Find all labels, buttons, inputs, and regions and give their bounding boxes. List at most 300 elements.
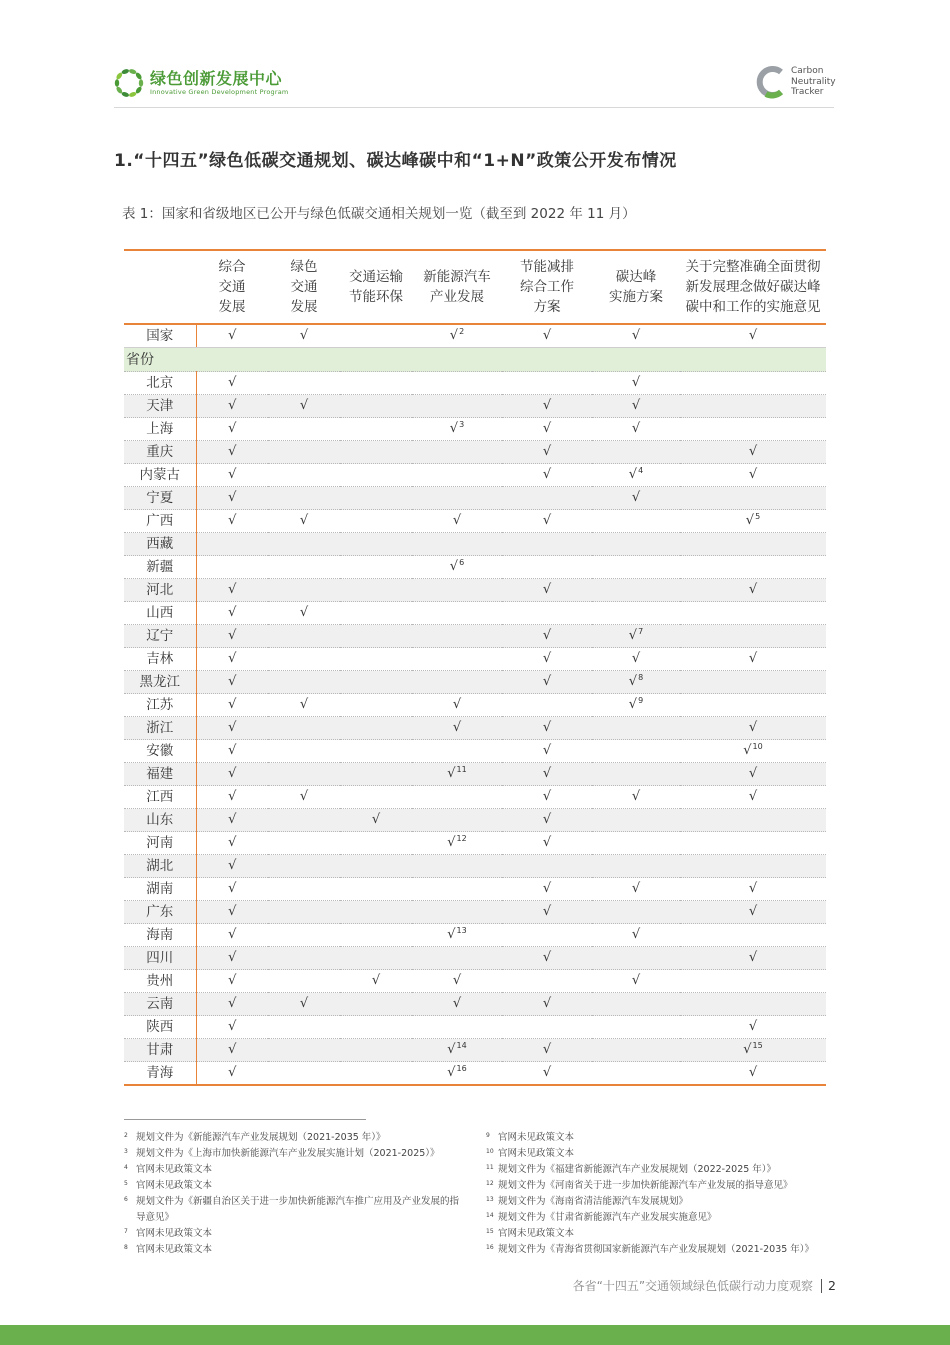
table-caption: 表 1：国家和省级地区已公开与绿色低碳交通相关规划一览（截至到 2022 年 11 月） — [122, 206, 636, 222]
check-cell — [268, 1039, 340, 1062]
check-cell: √$^{13}$ — [412, 924, 502, 947]
footnote-item — [486, 1226, 846, 1242]
region-name: 天津 — [124, 395, 196, 418]
check-cell — [340, 786, 412, 809]
check-cell — [340, 556, 412, 579]
check-cell — [412, 947, 502, 970]
check-cell: √ — [680, 464, 826, 487]
check-cell — [412, 901, 502, 924]
check-cell: √ — [592, 372, 680, 395]
table-row — [124, 510, 826, 533]
region-name: 黑龙江 — [124, 671, 196, 694]
footnote-text: 规划文件为《新疆自治区关于进一步加快新能源汽车推广应用及产业发展的指导意见》 — [136, 1196, 460, 1223]
check-cell — [592, 763, 680, 786]
table-row — [124, 1039, 826, 1062]
table-row — [124, 878, 826, 901]
check-cell — [340, 924, 412, 947]
footnote-ref: 16 — [456, 1064, 467, 1073]
check-cell — [268, 372, 340, 395]
footnote-item — [486, 1162, 846, 1178]
footer-title: 各省“十四五”交通领域绿色低碳行动力度观察 — [572, 1279, 814, 1293]
footnote-ref: 11 — [456, 765, 467, 774]
check-cell: √ — [592, 395, 680, 418]
check-cell: √ — [502, 809, 592, 832]
check-cell: √ — [680, 1062, 826, 1086]
check-cell — [502, 602, 592, 625]
check-cell — [502, 694, 592, 717]
page-number: 2 — [828, 1278, 836, 1293]
check-cell: √ — [412, 510, 502, 533]
check-cell: √ — [502, 786, 592, 809]
footnote-ref: 12 — [456, 834, 467, 843]
check-cell: √ — [412, 694, 502, 717]
check-cell: √ — [502, 464, 592, 487]
check-cell — [340, 855, 412, 878]
check-cell: √$^{14}$ — [412, 1039, 502, 1062]
check-cell — [268, 441, 340, 464]
check-cell — [340, 418, 412, 441]
check-cell — [592, 993, 680, 1016]
check-cell — [592, 556, 680, 579]
check-cell: √ — [340, 809, 412, 832]
footnote-number: 9 — [486, 1132, 490, 1139]
footnote-text: 规划文件为《上海市加快新能源汽车产业发展实施计划（2021-2025）》 — [136, 1148, 440, 1159]
check-cell: √$^3$ — [412, 418, 502, 441]
check-cell: √ — [502, 1039, 592, 1062]
footnote-ref: 2 — [459, 327, 465, 336]
check-cell: √ — [502, 671, 592, 694]
check-cell: √ — [592, 324, 680, 348]
check-cell: √ — [412, 717, 502, 740]
check-cell — [502, 924, 592, 947]
check-cell — [340, 372, 412, 395]
check-cell: √ — [196, 648, 268, 671]
footnote-item — [486, 1130, 846, 1146]
igdp-logo — [112, 66, 288, 100]
check-cell — [680, 671, 826, 694]
check-cell: √ — [196, 671, 268, 694]
region-name: 新疆 — [124, 556, 196, 579]
check-cell — [268, 1062, 340, 1086]
footnote-text: 官网未见政策文本 — [136, 1228, 213, 1239]
region-name: 江苏 — [124, 694, 196, 717]
check-cell — [680, 694, 826, 717]
table-row — [124, 441, 826, 464]
check-cell: √ — [502, 418, 592, 441]
check-cell — [340, 602, 412, 625]
check-cell: √ — [196, 809, 268, 832]
check-cell — [412, 464, 502, 487]
carbon-c-icon — [756, 65, 788, 99]
table-row — [124, 625, 826, 648]
table-row — [124, 602, 826, 625]
check-cell — [340, 901, 412, 924]
group-label: 省份 — [124, 348, 826, 372]
check-cell — [268, 533, 340, 556]
check-cell: √ — [592, 418, 680, 441]
check-cell: √ — [268, 786, 340, 809]
check-cell — [592, 510, 680, 533]
check-cell — [502, 487, 592, 510]
check-cell: √ — [196, 717, 268, 740]
table-row — [124, 786, 826, 809]
check-cell — [502, 1016, 592, 1039]
table-row — [124, 809, 826, 832]
footnote-number: 13 — [486, 1196, 494, 1203]
check-cell: √ — [196, 395, 268, 418]
check-cell: √ — [680, 763, 826, 786]
region-name: 江西 — [124, 786, 196, 809]
table-row — [124, 970, 826, 993]
check-cell: √ — [502, 395, 592, 418]
region-name: 安徽 — [124, 740, 196, 763]
check-cell — [268, 625, 340, 648]
check-cell — [340, 648, 412, 671]
check-cell: √ — [502, 1062, 592, 1086]
footnotes-right — [486, 1130, 846, 1258]
check-cell — [412, 809, 502, 832]
footnote-number: 15 — [486, 1228, 494, 1235]
check-cell: √$^8$ — [592, 671, 680, 694]
check-cell: √ — [196, 372, 268, 395]
check-cell — [592, 901, 680, 924]
check-cell — [340, 947, 412, 970]
check-cell — [268, 832, 340, 855]
column-header: 交通运输 节能环保 — [349, 269, 403, 305]
footnote-number: 16 — [486, 1244, 494, 1251]
table-body — [124, 324, 826, 1085]
footnote-text: 规划文件为《青海省贯彻国家新能源汽车产业发展规划（2021-2035 年）》 — [498, 1244, 815, 1255]
check-cell — [268, 418, 340, 441]
check-cell — [268, 556, 340, 579]
column-header: 节能减排 综合工作 方案 — [520, 259, 574, 315]
check-cell — [592, 809, 680, 832]
check-cell: √ — [680, 324, 826, 348]
check-cell — [412, 395, 502, 418]
check-cell: √ — [196, 324, 268, 348]
check-cell: √$^7$ — [592, 625, 680, 648]
region-name: 青海 — [124, 1062, 196, 1086]
check-cell — [592, 441, 680, 464]
table-row — [124, 372, 826, 395]
leaf-segment — [115, 79, 119, 87]
check-cell: √ — [502, 947, 592, 970]
region-name: 湖北 — [124, 855, 196, 878]
footnote-text: 官网未见政策文本 — [136, 1244, 213, 1255]
check-cell — [412, 740, 502, 763]
check-cell — [680, 993, 826, 1016]
region-name: 国家 — [124, 324, 196, 348]
region-name: 河北 — [124, 579, 196, 602]
check-cell — [680, 832, 826, 855]
check-cell: √ — [502, 625, 592, 648]
check-cell — [680, 855, 826, 878]
check-cell — [680, 602, 826, 625]
check-cell: √ — [502, 763, 592, 786]
check-cell: √ — [502, 878, 592, 901]
check-cell — [412, 855, 502, 878]
footnote-divider — [124, 1119, 366, 1120]
region-name: 吉林 — [124, 648, 196, 671]
group-row — [124, 348, 826, 372]
column-header: 综合 交通 发展 — [218, 259, 246, 315]
header-divider — [114, 107, 834, 108]
check-cell: √$^2$ — [412, 324, 502, 348]
leaf-segment — [139, 79, 143, 87]
check-cell: √ — [412, 993, 502, 1016]
check-cell: √$^{15}$ — [680, 1039, 826, 1062]
check-cell — [340, 510, 412, 533]
check-cell — [268, 740, 340, 763]
check-cell — [340, 464, 412, 487]
check-cell: √ — [196, 924, 268, 947]
check-cell — [340, 763, 412, 786]
check-cell — [340, 579, 412, 602]
check-cell: √ — [196, 947, 268, 970]
region-name: 湖南 — [124, 878, 196, 901]
check-cell — [502, 970, 592, 993]
check-cell: √ — [196, 878, 268, 901]
check-cell — [592, 855, 680, 878]
check-cell — [680, 809, 826, 832]
check-cell — [680, 418, 826, 441]
check-cell: √$^{10}$ — [680, 740, 826, 763]
footnote-ref: 8 — [638, 673, 644, 682]
table-row — [124, 855, 826, 878]
check-cell — [592, 579, 680, 602]
check-cell: √ — [196, 418, 268, 441]
check-cell: √$^9$ — [592, 694, 680, 717]
table-row — [124, 1062, 826, 1086]
table-row — [124, 648, 826, 671]
check-cell: √ — [680, 648, 826, 671]
check-cell: √ — [268, 510, 340, 533]
check-cell: √ — [592, 970, 680, 993]
check-cell — [268, 1016, 340, 1039]
logo-english-name: Innovative Green Development Program — [150, 87, 289, 96]
check-cell — [502, 855, 592, 878]
check-cell: √ — [592, 924, 680, 947]
footnote-text: 规划文件为《福建省新能源汽车产业发展规划（2022-2025 年）》 — [498, 1164, 777, 1175]
check-cell — [680, 372, 826, 395]
footnote-ref: 9 — [638, 696, 644, 705]
check-cell: √ — [196, 510, 268, 533]
check-cell — [412, 372, 502, 395]
check-cell — [680, 970, 826, 993]
table-row — [124, 533, 826, 556]
check-cell: √ — [196, 763, 268, 786]
logo-chinese-name: 绿色创新发展中心 — [150, 68, 283, 88]
check-cell: √ — [340, 970, 412, 993]
footnote-text: 官网未见政策文本 — [498, 1228, 575, 1239]
table-row — [124, 947, 826, 970]
check-cell — [592, 533, 680, 556]
region-name: 陕西 — [124, 1016, 196, 1039]
check-cell — [680, 625, 826, 648]
check-cell: √$^6$ — [412, 556, 502, 579]
region-name: 内蒙古 — [124, 464, 196, 487]
check-cell — [412, 579, 502, 602]
check-cell — [412, 533, 502, 556]
check-cell — [340, 878, 412, 901]
footnote-number: 12 — [486, 1180, 494, 1187]
check-cell — [412, 1016, 502, 1039]
check-cell — [680, 556, 826, 579]
check-cell: √ — [680, 717, 826, 740]
table-row — [124, 418, 826, 441]
check-cell: √ — [196, 855, 268, 878]
check-cell: √$^{16}$ — [412, 1062, 502, 1086]
check-cell: √$^{12}$ — [412, 832, 502, 855]
table-row — [124, 901, 826, 924]
check-cell: √ — [196, 625, 268, 648]
leaf-segment — [121, 91, 130, 98]
check-cell: √ — [268, 602, 340, 625]
check-cell — [340, 740, 412, 763]
table-row — [124, 832, 826, 855]
region-name: 广西 — [124, 510, 196, 533]
check-cell: √ — [196, 1039, 268, 1062]
check-cell: √ — [680, 579, 826, 602]
check-cell — [268, 763, 340, 786]
footnote-item — [486, 1242, 846, 1258]
check-cell — [268, 901, 340, 924]
check-cell: √ — [680, 947, 826, 970]
footnote-number: 7 — [124, 1228, 128, 1235]
check-cell: √ — [502, 717, 592, 740]
table-row — [124, 579, 826, 602]
region-name: 福建 — [124, 763, 196, 786]
region-name: 河南 — [124, 832, 196, 855]
check-cell — [268, 947, 340, 970]
policy-table — [124, 249, 826, 1086]
check-cell — [680, 487, 826, 510]
check-cell — [680, 533, 826, 556]
leaf-ring-icon — [112, 66, 146, 100]
region-name: 西藏 — [124, 533, 196, 556]
footnote-text: 官网未见政策文本 — [136, 1180, 213, 1191]
check-cell: √ — [412, 970, 502, 993]
footnote-item — [124, 1242, 464, 1258]
check-cell — [268, 924, 340, 947]
check-cell — [412, 878, 502, 901]
footnote-item — [486, 1194, 846, 1210]
check-cell — [592, 602, 680, 625]
check-cell — [340, 694, 412, 717]
footnote-number: 5 — [124, 1180, 128, 1187]
footnote-number: 3 — [124, 1148, 128, 1155]
check-cell — [592, 1039, 680, 1062]
check-cell — [196, 556, 268, 579]
check-cell — [340, 832, 412, 855]
check-cell — [268, 464, 340, 487]
check-cell: √ — [502, 510, 592, 533]
check-cell: √ — [680, 901, 826, 924]
check-cell — [340, 1062, 412, 1086]
region-name: 云南 — [124, 993, 196, 1016]
check-cell: √ — [592, 648, 680, 671]
check-cell: √ — [196, 441, 268, 464]
region-name: 贵州 — [124, 970, 196, 993]
check-cell — [268, 648, 340, 671]
check-cell: √ — [502, 832, 592, 855]
footnote-text: 规划文件为《海南省清洁能源汽车发展规划》 — [498, 1196, 689, 1207]
table-row — [124, 556, 826, 579]
footnote-text: 规划文件为《河南省关于进一步加快新能源汽车产业发展的指导意见》 — [498, 1180, 793, 1191]
check-cell: √ — [680, 1016, 826, 1039]
check-cell — [340, 1016, 412, 1039]
check-cell — [340, 1039, 412, 1062]
region-name: 海南 — [124, 924, 196, 947]
check-cell: √ — [268, 694, 340, 717]
footnote-text: 规划文件为《新能源汽车产业发展规划（2021-2035 年）》 — [136, 1132, 386, 1143]
check-cell: √ — [196, 694, 268, 717]
check-cell — [340, 993, 412, 1016]
region-name: 上海 — [124, 418, 196, 441]
check-cell — [412, 625, 502, 648]
table-row — [124, 763, 826, 786]
check-cell — [268, 671, 340, 694]
check-cell: √ — [196, 464, 268, 487]
check-cell — [340, 671, 412, 694]
footnote-ref: 10 — [752, 742, 763, 751]
check-cell: √ — [196, 1016, 268, 1039]
footnote-ref: 6 — [459, 558, 465, 567]
footnote-item — [124, 1226, 464, 1242]
check-cell: √ — [680, 878, 826, 901]
check-cell: √ — [502, 740, 592, 763]
check-cell: √ — [196, 970, 268, 993]
table-row — [124, 671, 826, 694]
check-cell — [592, 832, 680, 855]
check-cell — [502, 372, 592, 395]
footnote-item — [124, 1146, 464, 1162]
check-cell: √ — [268, 324, 340, 348]
check-cell — [680, 924, 826, 947]
check-cell: √ — [196, 832, 268, 855]
table-row — [124, 740, 826, 763]
check-cell — [268, 878, 340, 901]
footnote-ref: 5 — [755, 512, 761, 521]
table-row — [124, 1016, 826, 1039]
footnote-item — [124, 1178, 464, 1194]
cnt-logo-text: Carbon Neutrality Tracker — [791, 66, 836, 98]
footnote-number: 2 — [124, 1132, 128, 1139]
footnote-ref: 13 — [456, 926, 467, 935]
footnote-number: 4 — [124, 1164, 128, 1171]
table-row — [124, 694, 826, 717]
footnote-item — [124, 1194, 464, 1226]
footnote-item — [486, 1178, 846, 1194]
check-cell: √ — [196, 901, 268, 924]
check-cell — [680, 395, 826, 418]
cnt-logo — [756, 65, 836, 99]
check-cell — [268, 855, 340, 878]
footnote-item — [124, 1162, 464, 1178]
check-cell — [340, 395, 412, 418]
region-header — [124, 250, 196, 324]
footnote-item — [124, 1130, 464, 1146]
table-header-row — [124, 250, 826, 324]
check-cell — [268, 970, 340, 993]
check-cell: √ — [502, 648, 592, 671]
check-cell — [592, 740, 680, 763]
footnote-ref: 7 — [638, 627, 644, 636]
check-cell — [340, 487, 412, 510]
check-cell: √ — [502, 441, 592, 464]
section-title: 1.“十四五”绿色低碳交通规划、碳达峰碳中和“1+N”政策公开发布情况 — [114, 151, 677, 171]
leaf-segment — [128, 91, 137, 98]
